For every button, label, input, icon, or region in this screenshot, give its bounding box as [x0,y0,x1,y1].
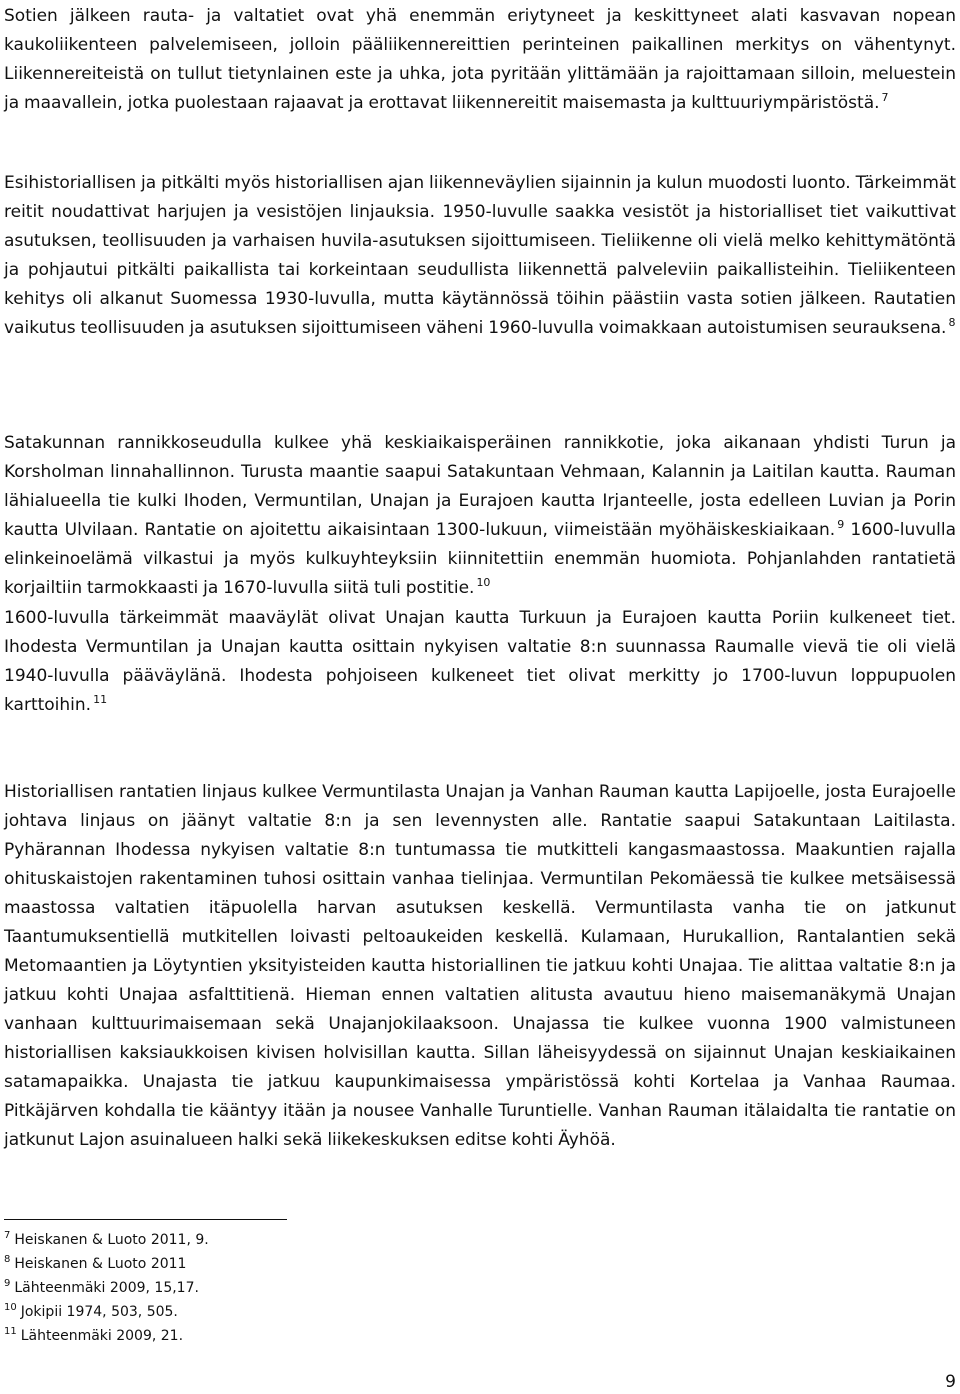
paragraph-3 [4,429,956,603]
footnote-10 [4,1300,604,1324]
paragraph-2 [4,169,956,343]
footnote-text: Heiskanen & Luoto 2011 [14,1256,187,1272]
paragraph-1 [4,2,956,118]
footnote-text: Lähteenmäki 2009, 21. [20,1328,184,1344]
paragraph-4 [4,604,956,720]
footnote-number: 9 [4,1278,11,1289]
footnote-number: 10 [4,1302,17,1313]
footnote-ref-10[interactable]: 10 [476,576,491,589]
paragraph-5-text: Historiallisen rantatien linjaus kulkee Vermuntilasta Unajan ja Vanhan Rauman kautta Lapijoelle, josta Eurajoelle johtava linjaus on jäänyt valtatie 8:n ja sen levennysten alle. Rantatie saapui Satakuntaan Laitilasta. Pyhärannan Ihodessa nykyisen valtatie 8:n tuntumassa tie mutkitteli kangasmaastossa. Maakuntien rajalla ohituskaistojen rakentaminen tuhosi osittain vanhaa tielinjaa. Vermuntilan Pekomäessä tie kulkee metsäisessä maastossa valtatien itäpuolella harvan asutuksen keskellä. Vermuntilasta vanha tie on jatkunut Taantumuksentiellä mutkitellen loivasti peltoaukeiden keskellä. Kulamaan, Hurukallion, Rantalantien sekä Metomaantien ja Löytyntien yksityisteiden kautta historiallinen tie jatkuu kohti Unajaa. Tie alittaa valtatie 8:n ja jatkuu kohti Unajaa asfalttitienä. Hieman ennen valtatien alitusta avautuu hieno maisemanäkymä Unajan vanhaan kulttuurimaisemaan sekä Unajanjokilaaksoon. Unajassa tie kulkee vuonna 1900 valmistuneen historiallisen kaksiaukkoisen kivisen holvisillan kautta. Sillan läheisyydessä on sijainnut Unajan keskiaikainen satamapaikka. Unajasta tie jatkuu kaupunkimaisessa ympäristössä kohti Kortelaa ja Vanhaa Raumaa. Pitkäjärven kohdalla tie kääntyy itään ja nousee Vanhalle Turuntielle. Vanhan Rauman itälaidalta tie rantatie on jatkunut Lajon asuinalueen halki sekä liikekeskuksen editse kohti Äyhöä. [4,782,956,1150]
footnote-ref-8[interactable]: 8 [948,316,956,329]
footnote-number: 7 [4,1230,11,1241]
footnote-number: 8 [4,1254,11,1265]
footnote-11 [4,1324,604,1348]
footnote-number: 11 [4,1326,17,1337]
footnotes [4,1228,604,1348]
footnote-9 [4,1276,604,1300]
footnote-ref-7[interactable]: 7 [881,91,889,104]
footnote-text: Lähteenmäki 2009, 15,17. [14,1280,199,1296]
paragraph-2-text: Esihistoriallisen ja pitkälti myös historiallisen ajan liikenneväylien sijainnin ja kulun muodosti luonto. Tärkeimmät reitit noudattivat harjujen ja vesistöjen linjauksia. 1950-luvulle saakka vesistöt ja historialliset tiet vaikuttivat asutuksen, teollisuuden ja varhaisen huvila-asutuksen sijoittumiseen. Tieliikenne oli vielä melko kehittymätöntä ja pohjautui pitkälti paikallista tai korkeintaan seudullista liikennettä palveleviin paikallisteihin. Tieliikenteen kehitys oli alkanut Suomessa 1930-luvulla, mutta käytännössä töihin päästiin vasta sotien jälkeen. Rautatien vaikutus teollisuuden ja asutuksen sijoittumiseen väheni 1960-luvulla voimakkaan autoistumisen seurauksena. [4,173,956,338]
footnote-divider [4,1219,287,1220]
footnote-8 [4,1252,604,1276]
footnote-ref-11[interactable]: 11 [93,693,108,706]
footnote-text: Jokipii 1974, 503, 505. [20,1304,178,1320]
footnote-ref-9[interactable]: 9 [837,518,845,531]
paragraph-3-continuation: 1600-luvulla elinkeinoelämä vilkastui ja myös kulkuyhteyksiin kiinnitettiin enemmän huomiota. Pohjanlahden rantatietä korjailtiin tarmokkaasti ja 1670-luvulla siitä tuli postitie. [4,520,957,598]
paragraph-5 [4,778,956,1155]
page-number: 9 [945,1372,956,1392]
paragraph-4-text: 1600-luvulla tärkeimmät maaväylät olivat Unajan kautta Turkuun ja Eurajoen kautta Poriin kulkeneet tiet. Ihodesta Vermuntilan ja Unajan kautta osittain nykyisen valtatie 8:n suunnassa Raumalle vievä tie oli vielä 1940-luvulla pääväylänä. Ihodesta pohjoiseen kulkeneet tiet olivat merkitty jo 1700-luvun loppupuolen karttoihin. [4,608,956,715]
paragraph-3-text: Satakunnan rannikkoseudulla kulkee yhä keskiaikaisperäinen rannikkotie, joka aikanaan yhdisti Turun ja Korsholman linnahallinnon. Turusta maantie saapui Satakuntaan Vehmaan, Kalannin ja Laitilan kautta. Rauman lähialueella tie kulki Ihoden, Vermuntilan, Unajan ja Eurajoen kautta Irjanteelle, josta edelleen Luvian ja Porin kautta Ulvilaan. Rantatie on ajoitettu aikaisintaan 1300-lukuun, viimeistään myöhäiskeskiaikaan. [4,433,956,540]
footnote-7 [4,1228,604,1252]
paragraph-1-text: Sotien jälkeen rauta- ja valtatiet ovat yhä enemmän eriytyneet ja keskittyneet alati kasvavan nopean kaukoliikenteen palvelemiseen, jolloin pääliikennereittien perinteinen paikallinen merkitys on vähentynyt. Liikennereiteistä on tullut tietynlainen este ja uhka, jota pyritään ylittämään ja rajoittamaan silloin, meluestein ja maavallein, jotka puolestaan rajaavat ja erottavat liikennereitit maisemasta ja kulttuuriympäristöstä. [4,6,956,113]
footnote-text: Heiskanen & Luoto 2011, 9. [14,1232,209,1248]
